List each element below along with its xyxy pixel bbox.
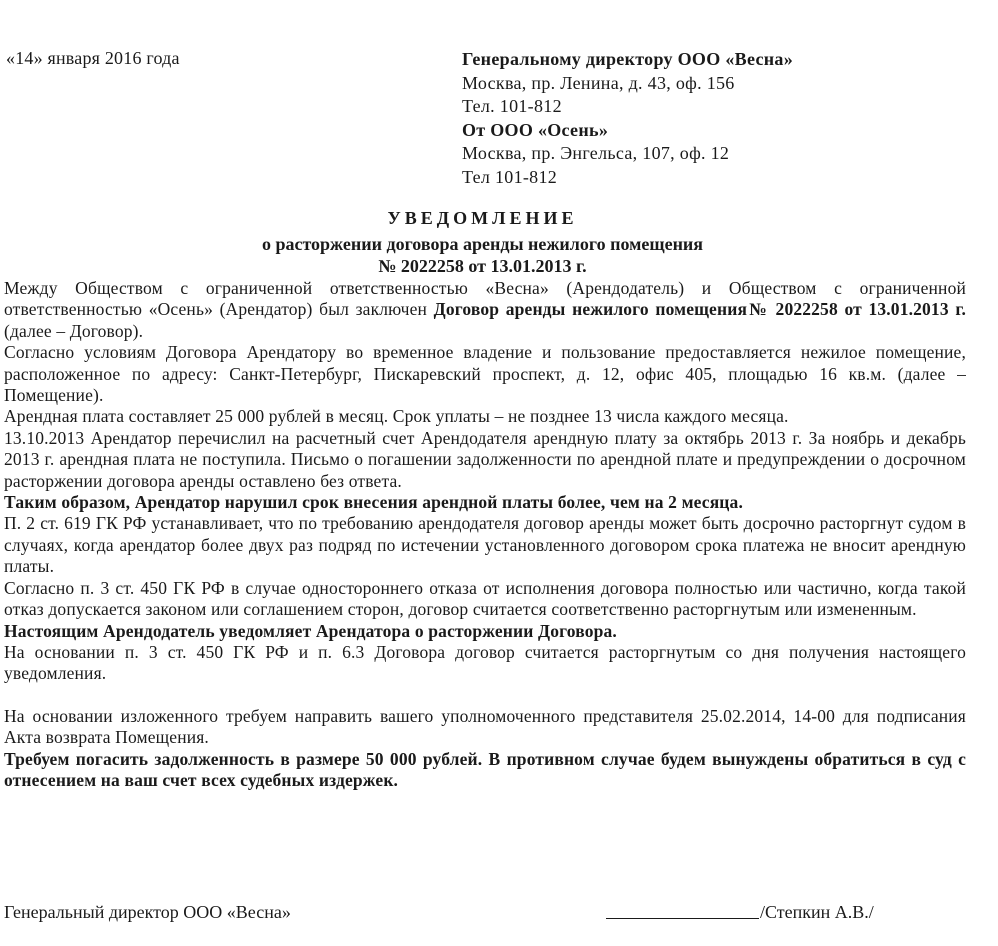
paragraph-debt-demand: Требуем погасить задолженность в размере 50 000 рублей. В противном случае будем вынуждены обратиться в суд с отнесением на ваш счет всех судебных издержек. [4, 748, 966, 790]
paragraph-notice: Настоящим Арендодатель уведомляет Арендатора о расторжении Договора. [4, 620, 617, 641]
recipient-address: Москва, пр. Ленина, д. 43, оф. 156 [462, 72, 735, 93]
paragraph-premises: Согласно условиям Договора Арендатору во временное владение и пользование предоставляется нежилое помещение, расположенное по адресу: Санкт-Петербург, Пискаревский проспект, д. 12, офис 405, площадью 16 кв.м. (далее – Помещение). [4, 342, 966, 406]
paragraph-law-450: Согласно п. 3 ст. 450 ГК РФ в случае одностороннего отказа от исполнения договора полностью или частично, когда такой отказ допускается законом или соглашением сторон, договор считается соответственно расторгнутым или измененным. [4, 577, 966, 620]
signatory-position: Генеральный директор ООО «Весна» [4, 902, 291, 922]
paragraph-return-request: На основании изложенного требуем направить вашего уполномоченного представителя 25.02.2014, 14-00 для подписания Акта возврата Помещения. [4, 705, 966, 748]
addressee-block [462, 48, 793, 190]
paragraph-termination: На основании п. 3 ст. 450 ГК РФ и п. 6.3 Договора договор считается расторгнутым со дня получения настоящего уведомления. [4, 641, 966, 684]
sender-address: Москва, пр. Энгельса, 107, оф. 12 [462, 143, 730, 164]
paragraph-parties-text: Между Обществом с ограниченной ответственностью «Весна» (Арендодатель) и Обществом с ограниченной ответственностью «Осень» (Арендатор) был заключен [4, 278, 966, 320]
recipient-phone: Тел. 101-812 [462, 96, 562, 117]
paragraph-parties-tail: (далее – Договор). [4, 320, 144, 341]
sender-phone: Тел 101-812 [462, 166, 558, 187]
signatory-name: /Степкин А.В./ [760, 902, 874, 922]
paragraph-payment: 13.10.2013 Арендатор перечислил на расчетный счет Арендодателя арендную плату за октябрь 2013 г. За ноябрь и декабрь 2013 г. арендная плата не поступила. Письмо о погашении задолженности по арендной плате и предупреждении о досрочном расторжении договора аренды оставлено без ответа. [4, 427, 966, 491]
paragraph-rent: Арендная плата составляет 25 000 рублей в месяц. Срок уплаты – не позднее 13 числа каждого месяца. [4, 406, 789, 427]
contract-reference: Договор аренды нежилого помещения№ 2022258 от 13.01.2013 г. [433, 299, 966, 320]
contract-number: № 2022258 от 13.01.2013 г. [378, 256, 587, 276]
paragraph-violation: Таким образом, Арендатор нарушил срок внесения арендной платы более, чем на 2 месяца. [4, 492, 743, 513]
recipient-title: Генеральному директору ООО «Весна» [462, 49, 794, 69]
sender-title: От ООО «Осень» [462, 119, 609, 140]
document-date: «14» января 2016 года [6, 48, 180, 68]
document-subtitle: о расторжении договора аренды нежилого помещения [261, 234, 704, 254]
document-title: УВЕДОМЛЕНИЕ [387, 208, 578, 228]
document-body [4, 278, 966, 791]
signature-line [606, 918, 759, 919]
paragraph-parties [4, 278, 966, 342]
paragraph-law-619: П. 2 ст. 619 ГК РФ устанавливает, что по требованию арендодателя договор аренды может быть досрочно расторгнут судом в случаях, когда арендатор более двух раз подряд по истечении установленного договором срока платежа не вносит арендную платы. [4, 513, 966, 577]
